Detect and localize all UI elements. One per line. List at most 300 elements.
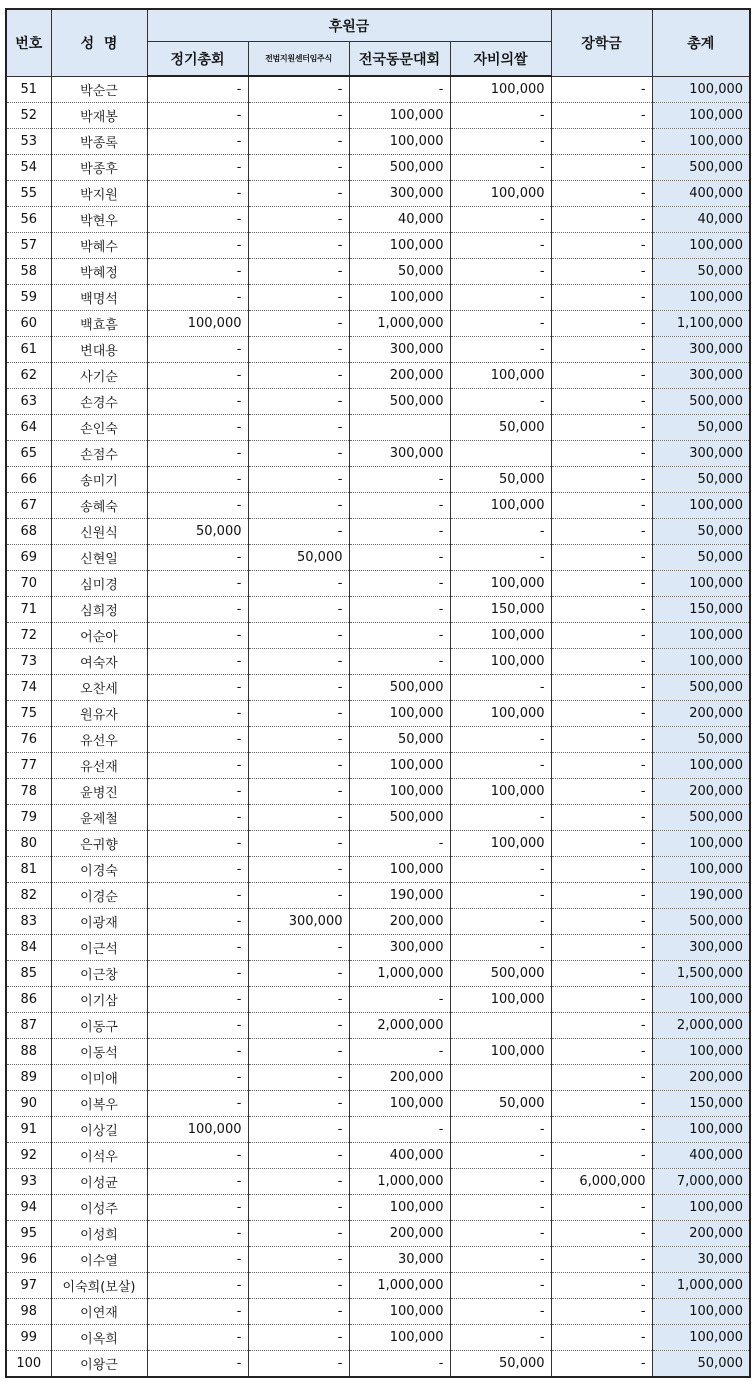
cell-regular: - xyxy=(147,701,248,727)
cell-name: 박순근 xyxy=(51,76,147,103)
cell-no: 62 xyxy=(6,363,51,389)
cell-scholarship: - xyxy=(551,571,652,597)
cell-national: 190,000 xyxy=(349,883,450,909)
cell-regular: - xyxy=(147,727,248,753)
cell-scholarship: - xyxy=(551,1351,652,1378)
table-row xyxy=(6,701,750,727)
cell-regular: - xyxy=(147,467,248,493)
cell-name: 박종록 xyxy=(51,129,147,155)
table-row xyxy=(6,1325,750,1351)
cell-total: 100,000 xyxy=(652,1117,750,1143)
cell-rice: - xyxy=(450,1299,551,1325)
cell-scholarship: - xyxy=(551,467,652,493)
table-row xyxy=(6,363,750,389)
cell-rice: - xyxy=(450,233,551,259)
table-row xyxy=(6,155,750,181)
cell-scholarship: - xyxy=(551,285,652,311)
cell-scholarship: - xyxy=(551,1273,652,1299)
cell-total: 50,000 xyxy=(652,415,750,441)
cell-regular: - xyxy=(147,337,248,363)
cell-rice: - xyxy=(450,883,551,909)
cell-name: 신원식 xyxy=(51,519,147,545)
cell-no: 88 xyxy=(6,1039,51,1065)
cell-total: 150,000 xyxy=(652,1091,750,1117)
cell-regular: - xyxy=(147,831,248,857)
cell-no: 64 xyxy=(6,415,51,441)
cell-rice: 100,000 xyxy=(450,831,551,857)
cell-no: 85 xyxy=(6,961,51,987)
cell-no: 93 xyxy=(6,1169,51,1195)
table-row xyxy=(6,1143,750,1169)
cell-scholarship: - xyxy=(551,1091,652,1117)
cell-national: 2,000,000 xyxy=(349,1013,450,1039)
cell-no: 82 xyxy=(6,883,51,909)
cell-national: 50,000 xyxy=(349,727,450,753)
cell-rice: 100,000 xyxy=(450,571,551,597)
cell-total: 500,000 xyxy=(652,675,750,701)
cell-national: - xyxy=(349,597,450,623)
cell-national: 100,000 xyxy=(349,285,450,311)
table-row xyxy=(6,1221,750,1247)
cell-name: 이왕근 xyxy=(51,1351,147,1378)
cell-legal: - xyxy=(248,207,349,233)
table-row xyxy=(6,857,750,883)
cell-no: 65 xyxy=(6,441,51,467)
header-support: 후원금 xyxy=(147,9,551,42)
cell-legal: - xyxy=(248,753,349,779)
cell-no: 94 xyxy=(6,1195,51,1221)
cell-total: 100,000 xyxy=(652,571,750,597)
table-row xyxy=(6,935,750,961)
cell-scholarship: - xyxy=(551,883,652,909)
table-row xyxy=(6,337,750,363)
cell-scholarship: - xyxy=(551,441,652,467)
cell-legal: - xyxy=(248,831,349,857)
cell-total: 100,000 xyxy=(652,493,750,519)
cell-national: 200,000 xyxy=(349,909,450,935)
cell-scholarship: - xyxy=(551,675,652,701)
cell-no: 55 xyxy=(6,181,51,207)
cell-legal: - xyxy=(248,415,349,441)
cell-total: 300,000 xyxy=(652,935,750,961)
cell-legal: - xyxy=(248,701,349,727)
cell-regular: - xyxy=(147,76,248,103)
cell-total: 300,000 xyxy=(652,441,750,467)
table-row xyxy=(6,441,750,467)
cell-legal: - xyxy=(248,935,349,961)
cell-rice: - xyxy=(450,311,551,337)
cell-name: 이성희 xyxy=(51,1221,147,1247)
header-legal: 전범지원센터임주식 xyxy=(248,42,349,77)
cell-no: 72 xyxy=(6,623,51,649)
cell-scholarship: - xyxy=(551,753,652,779)
cell-national: - xyxy=(349,76,450,103)
cell-regular: - xyxy=(147,1091,248,1117)
cell-regular: - xyxy=(147,987,248,1013)
cell-total: 100,000 xyxy=(652,987,750,1013)
cell-national: 500,000 xyxy=(349,389,450,415)
table-row xyxy=(6,467,750,493)
table-row xyxy=(6,675,750,701)
cell-rice: - xyxy=(450,909,551,935)
cell-rice: - xyxy=(450,337,551,363)
table-row xyxy=(6,805,750,831)
table-row xyxy=(6,1091,750,1117)
cell-name: 이미애 xyxy=(51,1065,147,1091)
cell-name: 유선재 xyxy=(51,753,147,779)
cell-rice xyxy=(450,441,551,467)
cell-scholarship: 6,000,000 xyxy=(551,1169,652,1195)
cell-national: 500,000 xyxy=(349,675,450,701)
cell-legal: - xyxy=(248,363,349,389)
table-row xyxy=(6,545,750,571)
cell-name: 유선우 xyxy=(51,727,147,753)
cell-legal: - xyxy=(248,129,349,155)
cell-national: 200,000 xyxy=(349,1065,450,1091)
cell-name: 이숙희(보살) xyxy=(51,1273,147,1299)
cell-legal: - xyxy=(248,311,349,337)
cell-total: 100,000 xyxy=(652,76,750,103)
cell-legal: - xyxy=(248,467,349,493)
cell-national: 500,000 xyxy=(349,805,450,831)
cell-rice: 100,000 xyxy=(450,1039,551,1065)
cell-scholarship: - xyxy=(551,207,652,233)
cell-regular: - xyxy=(147,363,248,389)
cell-rice: 50,000 xyxy=(450,467,551,493)
cell-legal: 300,000 xyxy=(248,909,349,935)
cell-name: 이동구 xyxy=(51,1013,147,1039)
cell-total: 300,000 xyxy=(652,337,750,363)
cell-regular: - xyxy=(147,441,248,467)
cell-regular: - xyxy=(147,1195,248,1221)
table-row xyxy=(6,76,750,103)
cell-national: 100,000 xyxy=(349,1325,450,1351)
cell-name: 심미경 xyxy=(51,571,147,597)
cell-no: 75 xyxy=(6,701,51,727)
cell-legal: - xyxy=(248,1143,349,1169)
cell-scholarship: - xyxy=(551,1117,652,1143)
cell-name: 박종후 xyxy=(51,155,147,181)
cell-national: 200,000 xyxy=(349,363,450,389)
cell-total: 500,000 xyxy=(652,155,750,181)
cell-legal: - xyxy=(248,623,349,649)
table-row xyxy=(6,649,750,675)
cell-rice: - xyxy=(450,1195,551,1221)
cell-regular: - xyxy=(147,207,248,233)
cell-scholarship: - xyxy=(551,1039,652,1065)
cell-national: 100,000 xyxy=(349,701,450,727)
cell-national: 30,000 xyxy=(349,1247,450,1273)
cell-national: 1,000,000 xyxy=(349,1169,450,1195)
cell-legal: - xyxy=(248,1195,349,1221)
cell-no: 76 xyxy=(6,727,51,753)
cell-total: 50,000 xyxy=(652,467,750,493)
cell-rice: 100,000 xyxy=(450,701,551,727)
cell-scholarship: - xyxy=(551,935,652,961)
cell-rice: - xyxy=(450,675,551,701)
cell-legal: - xyxy=(248,1117,349,1143)
cell-no: 51 xyxy=(6,76,51,103)
header-name: 성 명 xyxy=(51,9,147,76)
cell-no: 68 xyxy=(6,519,51,545)
cell-legal: - xyxy=(248,181,349,207)
cell-rice: - xyxy=(450,1325,551,1351)
table-row xyxy=(6,129,750,155)
cell-national: 1,000,000 xyxy=(349,961,450,987)
cell-scholarship: - xyxy=(551,649,652,675)
cell-name: 백효흠 xyxy=(51,311,147,337)
cell-scholarship: - xyxy=(551,233,652,259)
cell-legal: - xyxy=(248,1273,349,1299)
cell-no: 53 xyxy=(6,129,51,155)
cell-rice: - xyxy=(450,1169,551,1195)
cell-no: 80 xyxy=(6,831,51,857)
cell-scholarship: - xyxy=(551,727,652,753)
cell-regular: - xyxy=(147,1273,248,1299)
cell-legal: - xyxy=(248,519,349,545)
cell-regular: - xyxy=(147,779,248,805)
cell-legal: - xyxy=(248,727,349,753)
cell-total: 100,000 xyxy=(652,1195,750,1221)
cell-name: 이기삼 xyxy=(51,987,147,1013)
cell-scholarship: - xyxy=(551,805,652,831)
cell-rice: - xyxy=(450,1143,551,1169)
cell-name: 손점수 xyxy=(51,441,147,467)
cell-rice xyxy=(450,1013,551,1039)
cell-no: 81 xyxy=(6,857,51,883)
cell-scholarship: - xyxy=(551,909,652,935)
cell-name: 박재봉 xyxy=(51,103,147,129)
header-scholarship: 장학금 xyxy=(551,9,652,76)
cell-no: 78 xyxy=(6,779,51,805)
cell-no: 83 xyxy=(6,909,51,935)
cell-scholarship: - xyxy=(551,337,652,363)
cell-regular: - xyxy=(147,753,248,779)
cell-total: 100,000 xyxy=(652,1325,750,1351)
cell-total: 50,000 xyxy=(652,519,750,545)
cell-regular: - xyxy=(147,571,248,597)
cell-no: 100 xyxy=(6,1351,51,1378)
cell-name: 원유자 xyxy=(51,701,147,727)
cell-scholarship: - xyxy=(551,103,652,129)
cell-regular: - xyxy=(147,675,248,701)
cell-rice: - xyxy=(450,1221,551,1247)
cell-rice: 100,000 xyxy=(450,987,551,1013)
cell-scholarship: - xyxy=(551,76,652,103)
cell-regular: 50,000 xyxy=(147,519,248,545)
cell-rice: 50,000 xyxy=(450,415,551,441)
cell-name: 신현일 xyxy=(51,545,147,571)
cell-regular: - xyxy=(147,103,248,129)
cell-legal: - xyxy=(248,1221,349,1247)
cell-scholarship: - xyxy=(551,961,652,987)
cell-name: 송미기 xyxy=(51,467,147,493)
cell-no: 56 xyxy=(6,207,51,233)
cell-legal: - xyxy=(248,337,349,363)
cell-name: 이경순 xyxy=(51,883,147,909)
cell-legal: - xyxy=(248,155,349,181)
table-row xyxy=(6,1169,750,1195)
cell-national: 300,000 xyxy=(349,337,450,363)
cell-scholarship: - xyxy=(551,701,652,727)
cell-name: 오찬세 xyxy=(51,675,147,701)
table-row xyxy=(6,103,750,129)
cell-national: 100,000 xyxy=(349,779,450,805)
cell-scholarship: - xyxy=(551,493,652,519)
cell-total: 500,000 xyxy=(652,805,750,831)
cell-scholarship: - xyxy=(551,545,652,571)
cell-total: 100,000 xyxy=(652,285,750,311)
cell-no: 61 xyxy=(6,337,51,363)
cell-scholarship: - xyxy=(551,415,652,441)
cell-no: 91 xyxy=(6,1117,51,1143)
cell-national: 300,000 xyxy=(349,935,450,961)
cell-scholarship: - xyxy=(551,1013,652,1039)
cell-name: 이성균 xyxy=(51,1169,147,1195)
cell-total: 100,000 xyxy=(652,753,750,779)
cell-scholarship: - xyxy=(551,597,652,623)
cell-scholarship: - xyxy=(551,311,652,337)
cell-regular: - xyxy=(147,1039,248,1065)
cell-name: 박지원 xyxy=(51,181,147,207)
cell-national: 100,000 xyxy=(349,1091,450,1117)
cell-national: 100,000 xyxy=(349,103,450,129)
table-row xyxy=(6,623,750,649)
cell-legal: - xyxy=(248,103,349,129)
cell-regular: - xyxy=(147,1299,248,1325)
cell-legal: - xyxy=(248,571,349,597)
cell-total: 50,000 xyxy=(652,259,750,285)
cell-national: 300,000 xyxy=(349,441,450,467)
cell-total: 50,000 xyxy=(652,1351,750,1378)
cell-regular: - xyxy=(147,1065,248,1091)
cell-total: 40,000 xyxy=(652,207,750,233)
cell-name: 이성주 xyxy=(51,1195,147,1221)
cell-no: 96 xyxy=(6,1247,51,1273)
cell-national: - xyxy=(349,545,450,571)
cell-name: 이옥희 xyxy=(51,1325,147,1351)
table-row xyxy=(6,1195,750,1221)
cell-name: 이석우 xyxy=(51,1143,147,1169)
cell-legal: - xyxy=(248,1325,349,1351)
cell-regular: - xyxy=(147,597,248,623)
cell-no: 54 xyxy=(6,155,51,181)
cell-rice: - xyxy=(450,727,551,753)
cell-legal: - xyxy=(248,441,349,467)
cell-name: 이동석 xyxy=(51,1039,147,1065)
cell-regular: - xyxy=(147,415,248,441)
cell-legal: - xyxy=(248,1247,349,1273)
cell-total: 100,000 xyxy=(652,857,750,883)
cell-legal: - xyxy=(248,649,349,675)
table-row xyxy=(6,831,750,857)
cell-total: 1,100,000 xyxy=(652,311,750,337)
cell-name: 윤병진 xyxy=(51,779,147,805)
cell-rice: - xyxy=(450,285,551,311)
header-rice: 자비의쌀 xyxy=(450,42,551,77)
cell-no: 71 xyxy=(6,597,51,623)
cell-national: 400,000 xyxy=(349,1143,450,1169)
cell-regular: - xyxy=(147,1143,248,1169)
cell-name: 박혜정 xyxy=(51,259,147,285)
cell-no: 87 xyxy=(6,1013,51,1039)
cell-total: 200,000 xyxy=(652,1221,750,1247)
cell-national: 100,000 xyxy=(349,233,450,259)
cell-scholarship: - xyxy=(551,1325,652,1351)
table-row xyxy=(6,1013,750,1039)
cell-rice: - xyxy=(450,519,551,545)
cell-no: 89 xyxy=(6,1065,51,1091)
cell-regular: - xyxy=(147,181,248,207)
cell-legal: - xyxy=(248,1351,349,1378)
cell-rice: 50,000 xyxy=(450,1351,551,1378)
cell-total: 100,000 xyxy=(652,233,750,259)
donation-table xyxy=(5,8,751,1378)
table-row xyxy=(6,233,750,259)
cell-legal: - xyxy=(248,76,349,103)
cell-rice: 150,000 xyxy=(450,597,551,623)
cell-national: 1,000,000 xyxy=(349,311,450,337)
table-row xyxy=(6,987,750,1013)
cell-legal: - xyxy=(248,779,349,805)
table-row xyxy=(6,727,750,753)
cell-scholarship: - xyxy=(551,1065,652,1091)
table-row xyxy=(6,883,750,909)
cell-regular: - xyxy=(147,1325,248,1351)
cell-name: 이수열 xyxy=(51,1247,147,1273)
cell-no: 67 xyxy=(6,493,51,519)
table-row xyxy=(6,909,750,935)
cell-scholarship: - xyxy=(551,1195,652,1221)
cell-regular: - xyxy=(147,961,248,987)
cell-legal: - xyxy=(248,883,349,909)
cell-total: 500,000 xyxy=(652,389,750,415)
table-row xyxy=(6,779,750,805)
cell-scholarship: - xyxy=(551,389,652,415)
cell-regular: - xyxy=(147,389,248,415)
cell-national: - xyxy=(349,1039,450,1065)
cell-legal: - xyxy=(248,1013,349,1039)
cell-name: 송혜숙 xyxy=(51,493,147,519)
cell-name: 손경수 xyxy=(51,389,147,415)
cell-scholarship: - xyxy=(551,1299,652,1325)
cell-regular: - xyxy=(147,857,248,883)
cell-name: 사기순 xyxy=(51,363,147,389)
cell-name: 변대용 xyxy=(51,337,147,363)
cell-total: 500,000 xyxy=(652,909,750,935)
cell-national: 200,000 xyxy=(349,1221,450,1247)
cell-scholarship: - xyxy=(551,363,652,389)
cell-regular: - xyxy=(147,493,248,519)
cell-legal: - xyxy=(248,1039,349,1065)
cell-name: 윤제철 xyxy=(51,805,147,831)
cell-rice: - xyxy=(450,389,551,415)
cell-total: 150,000 xyxy=(652,597,750,623)
header-total: 총계 xyxy=(652,9,750,76)
cell-scholarship: - xyxy=(551,779,652,805)
cell-no: 73 xyxy=(6,649,51,675)
cell-scholarship: - xyxy=(551,129,652,155)
cell-name: 어순아 xyxy=(51,623,147,649)
cell-no: 95 xyxy=(6,1221,51,1247)
cell-total: 190,000 xyxy=(652,883,750,909)
cell-total: 50,000 xyxy=(652,727,750,753)
cell-regular: - xyxy=(147,233,248,259)
cell-no: 60 xyxy=(6,311,51,337)
cell-rice: - xyxy=(450,805,551,831)
cell-legal: - xyxy=(248,805,349,831)
cell-legal: - xyxy=(248,597,349,623)
